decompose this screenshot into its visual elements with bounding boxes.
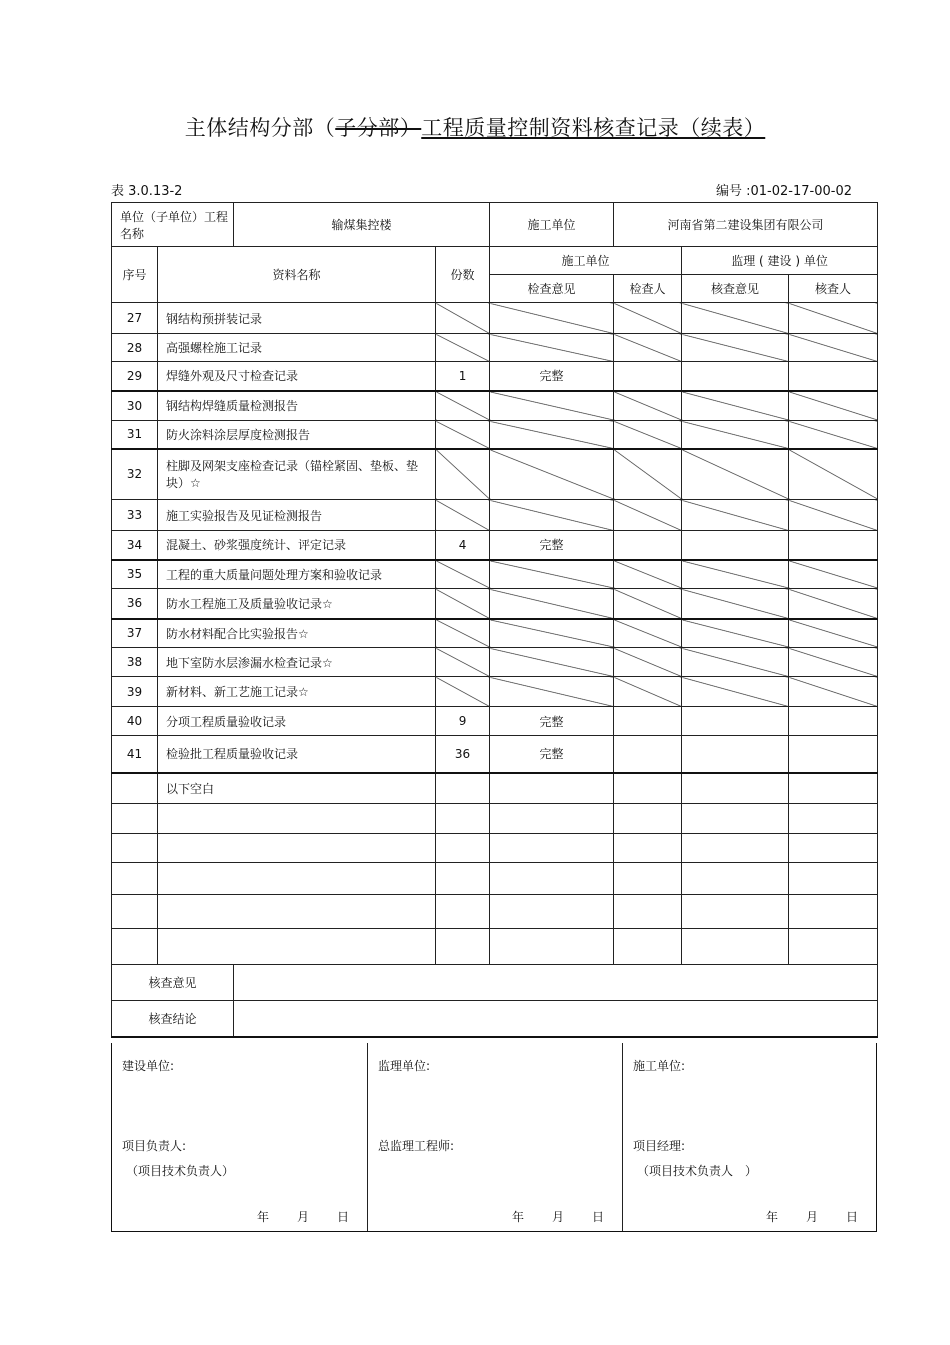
blank-cell: [436, 834, 490, 863]
blank-number-cell: [112, 773, 158, 804]
row-checker-na: [614, 500, 682, 531]
row-copies-na: [436, 589, 490, 619]
row-reviewer: [789, 531, 878, 560]
blank-cell: [682, 863, 789, 895]
blank-row: [112, 863, 878, 895]
row-number: 40: [112, 707, 158, 736]
construction-unit-sign-label: 施工单位:: [633, 1059, 686, 1073]
col-no-header: 序号: [112, 247, 158, 303]
group-supervision-header: 监理 ( 建设 ) 单位: [682, 247, 878, 275]
month-label: 月: [805, 1210, 818, 1224]
row-checker: [614, 362, 682, 391]
checker-header: 检查人: [614, 275, 682, 303]
serial-number: 编号 :01-02-17-00-02: [716, 184, 852, 199]
row-number: 28: [112, 334, 158, 362]
row-check-opinion-na: [490, 677, 614, 707]
row-copies: 36: [436, 736, 490, 773]
blank-row: [112, 804, 878, 834]
row-number: 29: [112, 362, 158, 391]
row-copies-na: [436, 500, 490, 531]
blank-cell: [436, 773, 490, 804]
owner-signature-block: [112, 1043, 367, 1231]
group-construction-header: 施工单位: [490, 247, 682, 275]
row-review-opinion: [682, 736, 789, 773]
row-reviewer-na: [789, 500, 878, 531]
table-row: [112, 500, 878, 531]
month-label: 月: [551, 1210, 564, 1224]
signature-section: [111, 1043, 877, 1232]
table-row: [112, 531, 878, 560]
table-row: [112, 421, 878, 449]
row-document-name: 混凝土、砂浆强度统计、评定记录: [158, 531, 436, 560]
page-title: [0, 112, 950, 142]
blank-cell: [789, 895, 878, 929]
row-checker-na: [614, 449, 682, 500]
row-copies: 1: [436, 362, 490, 391]
row-review-opinion: [682, 531, 789, 560]
blank-number-cell: [112, 895, 158, 929]
blank-cell: [682, 895, 789, 929]
blank-cell: [490, 834, 614, 863]
blank-cell: [490, 804, 614, 834]
row-document-name: 新材料、新工艺施工记录☆: [158, 677, 436, 707]
row-number: 34: [112, 531, 158, 560]
construction-unit-value: 河南省第二建设集团有限公司: [614, 203, 878, 247]
blank-cell: [789, 804, 878, 834]
owner-sub-label: （项目技术负责人）: [126, 1164, 235, 1178]
row-reviewer-na: [789, 303, 878, 334]
month-label: 月: [296, 1210, 309, 1224]
row-reviewer: [789, 362, 878, 391]
blank-cell: [614, 834, 682, 863]
row-document-name: 工程的重大质量问题处理方案和验收记录: [158, 560, 436, 589]
construction-role-label: 项目经理:: [633, 1139, 686, 1153]
table-row: [112, 619, 878, 648]
supervision-unit-label: 监理单位:: [378, 1059, 431, 1073]
row-copies-na: [436, 449, 490, 500]
row-number: 38: [112, 648, 158, 677]
row-review-opinion-na: [682, 303, 789, 334]
year-label: 年: [256, 1210, 269, 1224]
blank-cell: [614, 929, 682, 965]
record-table: [111, 202, 878, 1038]
title-part-1: 主体结构分部（: [184, 116, 336, 140]
row-copies-na: [436, 677, 490, 707]
blank-name-cell: [158, 834, 436, 863]
row-checker-na: [614, 560, 682, 589]
blank-cell: [614, 863, 682, 895]
year-label: 年: [765, 1210, 778, 1224]
row-checker-na: [614, 619, 682, 648]
row-document-name: 防水工程施工及质量验收记录☆: [158, 589, 436, 619]
table-row: [112, 736, 878, 773]
row-checker-na: [614, 334, 682, 362]
reviewer-header: 核查人: [789, 275, 878, 303]
review-conclusion-value: [234, 1001, 878, 1037]
row-copies-na: [436, 648, 490, 677]
review-opinion-row: [112, 965, 878, 1001]
row-checker-na: [614, 677, 682, 707]
row-check-opinion: 完整: [490, 362, 614, 391]
review-opinion-value: [234, 965, 878, 1001]
row-copies-na: [436, 560, 490, 589]
col-name-header: 资料名称: [158, 247, 436, 303]
blank-cell: [682, 804, 789, 834]
blank-cell: [614, 804, 682, 834]
day-label: 日: [591, 1210, 604, 1224]
row-document-name: 地下室防水层渗漏水检查记录☆: [158, 648, 436, 677]
row-check-opinion-na: [490, 648, 614, 677]
row-review-opinion-na: [682, 391, 789, 421]
construction-unit-label: 施工单位: [490, 203, 614, 247]
row-check-opinion-na: [490, 303, 614, 334]
blank-cell: [490, 929, 614, 965]
blank-row: [112, 929, 878, 965]
row-number: 37: [112, 619, 158, 648]
row-reviewer: [789, 707, 878, 736]
row-review-opinion-na: [682, 619, 789, 648]
unit-project-value: 输煤集控楼: [234, 203, 490, 247]
check-opinion-header: 检查意见: [490, 275, 614, 303]
blank-cell: [490, 895, 614, 929]
construction-date: [738, 1208, 858, 1225]
supervision-signature-block: [367, 1043, 622, 1231]
row-review-opinion: [682, 707, 789, 736]
blank-name-cell: [158, 804, 436, 834]
row-check-opinion-na: [490, 589, 614, 619]
blank-cell: [436, 804, 490, 834]
blank-cell: [789, 773, 878, 804]
blank-cell: [682, 834, 789, 863]
row-copies-na: [436, 391, 490, 421]
row-document-name: 焊缝外观及尺寸检查记录: [158, 362, 436, 391]
row-checker: [614, 736, 682, 773]
blank-number-cell: [112, 929, 158, 965]
blank-row: [112, 834, 878, 863]
table-number: 表 3.0.13-2: [111, 184, 183, 199]
row-copies-na: [436, 421, 490, 449]
row-checker-na: [614, 303, 682, 334]
row-review-opinion-na: [682, 334, 789, 362]
day-label: 日: [845, 1210, 858, 1224]
unit-project-label: 单位（子单位）工程名称: [112, 203, 234, 247]
title-part-3: 工程质量控制资料核查记录（续表）: [421, 116, 766, 140]
year-label: 年: [511, 1210, 524, 1224]
table-row: [112, 677, 878, 707]
blank-cell: [436, 929, 490, 965]
table-row: [112, 560, 878, 589]
row-copies-na: [436, 334, 490, 362]
row-check-opinion: 完整: [490, 707, 614, 736]
row-checker: [614, 531, 682, 560]
row-document-name: 高强螺栓施工记录: [158, 334, 436, 362]
row-number: 35: [112, 560, 158, 589]
row-review-opinion-na: [682, 500, 789, 531]
blank-number-cell: [112, 863, 158, 895]
blank-row: [112, 895, 878, 929]
row-check-opinion: 完整: [490, 531, 614, 560]
blank-cell: [436, 863, 490, 895]
row-review-opinion-na: [682, 560, 789, 589]
row-review-opinion-na: [682, 589, 789, 619]
row-review-opinion: [682, 362, 789, 391]
row-reviewer-na: [789, 334, 878, 362]
table-row: [112, 648, 878, 677]
construction-signature-block: [622, 1043, 876, 1231]
owner-role-label: 项目负责人:: [122, 1139, 187, 1153]
row-check-opinion-na: [490, 619, 614, 648]
blank-cell: [436, 895, 490, 929]
blank-cell: [682, 929, 789, 965]
table-row: [112, 707, 878, 736]
blank-cell: [490, 863, 614, 895]
table-row: [112, 589, 878, 619]
row-review-opinion-na: [682, 648, 789, 677]
table-row: [112, 449, 878, 500]
table-row: [112, 362, 878, 391]
row-check-opinion-na: [490, 391, 614, 421]
row-check-opinion-na: [490, 560, 614, 589]
row-checker-na: [614, 391, 682, 421]
row-check-opinion-na: [490, 421, 614, 449]
blank-cell: [490, 773, 614, 804]
row-copies: 4: [436, 531, 490, 560]
row-document-name: 分项工程质量验收记录: [158, 707, 436, 736]
review-opinion-label: 核查意见: [112, 965, 234, 1001]
day-label: 日: [336, 1210, 349, 1224]
blank-cell: [789, 863, 878, 895]
blank-cell: [789, 834, 878, 863]
row-reviewer-na: [789, 560, 878, 589]
row-reviewer-na: [789, 421, 878, 449]
row-number: 30: [112, 391, 158, 421]
row-copies-na: [436, 303, 490, 334]
row-document-name: 检验批工程质量验收记录: [158, 736, 436, 773]
row-number: 36: [112, 589, 158, 619]
table-row: [112, 334, 878, 362]
owner-unit-label: 建设单位:: [122, 1059, 175, 1073]
row-check-opinion-na: [490, 500, 614, 531]
owner-date: [229, 1208, 349, 1225]
row-checker-na: [614, 589, 682, 619]
row-number: 33: [112, 500, 158, 531]
supervision-role-label: 总监理工程师:: [378, 1139, 455, 1153]
row-document-name: 防火涂料涂层厚度检测报告: [158, 421, 436, 449]
row-checker-na: [614, 421, 682, 449]
row-check-opinion-na: [490, 449, 614, 500]
col-copies-header: 份数: [436, 247, 490, 303]
row-document-name: 防水材料配合比实验报告☆: [158, 619, 436, 648]
blank-name-cell: [158, 929, 436, 965]
row-copies-na: [436, 619, 490, 648]
review-conclusion-label: 核查结论: [112, 1001, 234, 1037]
row-number: 39: [112, 677, 158, 707]
row-check-opinion-na: [490, 334, 614, 362]
row-document-name: 钢结构预拼装记录: [158, 303, 436, 334]
row-check-opinion: 完整: [490, 736, 614, 773]
row-number: 32: [112, 449, 158, 500]
blank-row: [112, 773, 878, 804]
row-number: 41: [112, 736, 158, 773]
construction-sub-label: （项目技术负责人 ）: [637, 1164, 758, 1178]
row-reviewer-na: [789, 648, 878, 677]
row-number: 31: [112, 421, 158, 449]
table-row: [112, 303, 878, 334]
blank-cell: [614, 773, 682, 804]
supervision-date: [484, 1208, 604, 1225]
row-reviewer: [789, 736, 878, 773]
blank-name-cell: [158, 863, 436, 895]
row-review-opinion-na: [682, 449, 789, 500]
row-review-opinion-na: [682, 421, 789, 449]
row-reviewer-na: [789, 619, 878, 648]
title-part-2: 子分部）: [335, 116, 422, 140]
blank-number-cell: [112, 834, 158, 863]
review-conclusion-row: [112, 1001, 878, 1037]
blank-cell: [614, 895, 682, 929]
row-reviewer-na: [789, 391, 878, 421]
row-reviewer-na: [789, 449, 878, 500]
row-document-name: 施工实验报告及见证检测报告: [158, 500, 436, 531]
row-document-name: 柱脚及网架支座检查记录（锚栓紧固、垫板、垫块）☆: [158, 449, 436, 500]
row-checker: [614, 707, 682, 736]
table-row: [112, 391, 878, 421]
blank-cell: [789, 929, 878, 965]
blank-cell: [682, 773, 789, 804]
review-opinion-header: 核查意见: [682, 275, 789, 303]
blank-number-cell: [112, 804, 158, 834]
row-reviewer-na: [789, 677, 878, 707]
blank-name-cell: [158, 895, 436, 929]
row-document-name: 钢结构焊缝质量检测报告: [158, 391, 436, 421]
row-reviewer-na: [789, 589, 878, 619]
row-copies: 9: [436, 707, 490, 736]
row-number: 27: [112, 303, 158, 334]
row-checker-na: [614, 648, 682, 677]
row-review-opinion-na: [682, 677, 789, 707]
blank-note: 以下空白: [158, 773, 436, 804]
